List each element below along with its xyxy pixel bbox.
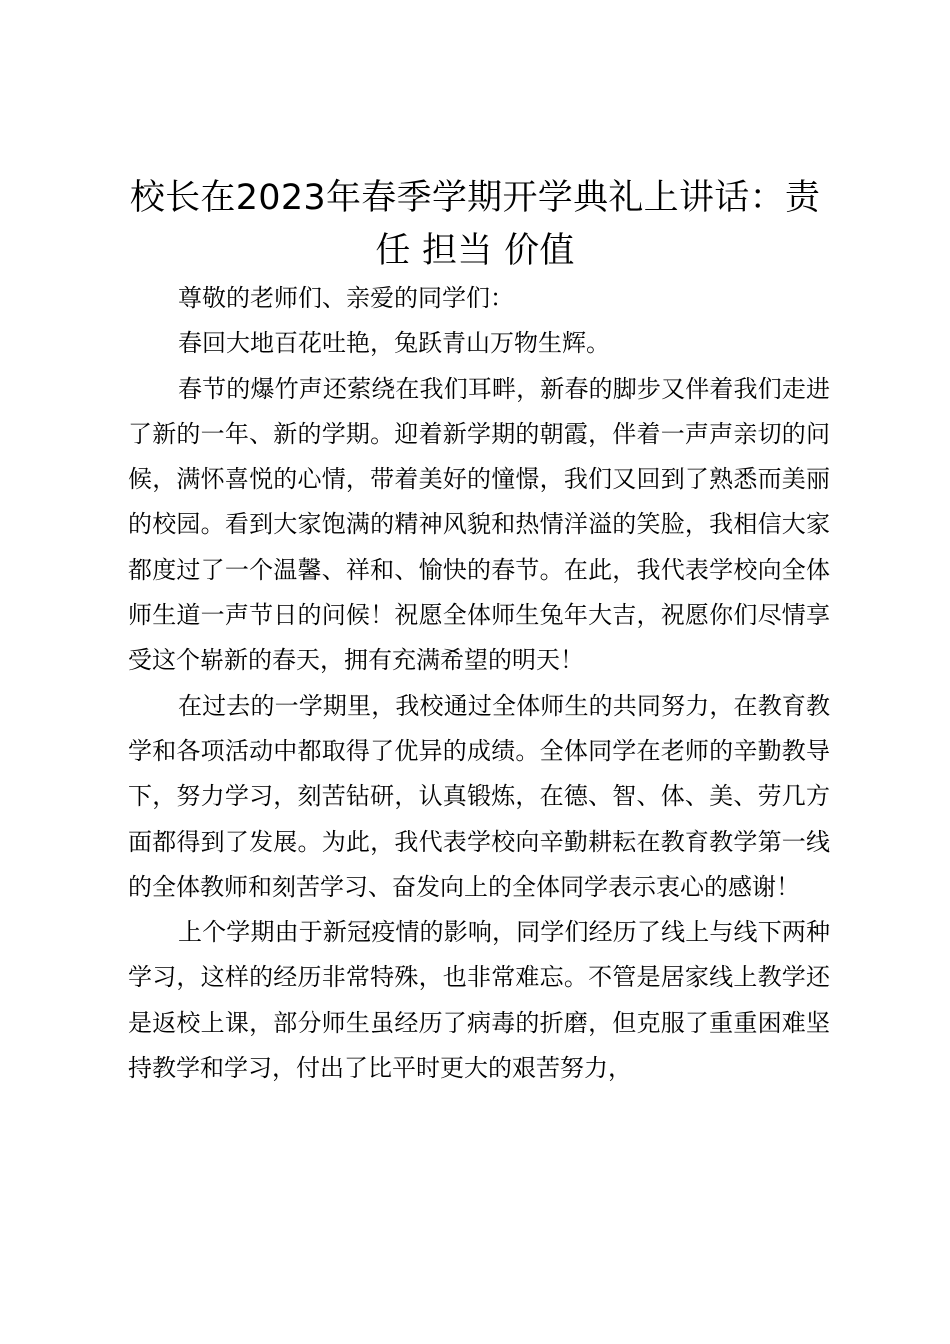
body-paragraph: 在过去的一学期里，我校通过全体师生的共同努力，在教育教学和各项活动中都取得了优异的成绩。全体同学在老师的辛勤教导下，努力学习，刻苦钻研，认真锻炼，在德、智、体、美、劳几方面都得到了发展。为此，我代表学校向辛勤耕耘在教育教学第一线的全体教师和刻苦学习、奋发向上的全体同学表示衷心的感谢！ xyxy=(128,691,830,901)
document-title: 校长在2023年春季学期开学典礼上讲话：责任 担当 价值 xyxy=(129,178,821,271)
document-body xyxy=(128,276,830,1091)
body-paragraph: 春节的爆竹声还萦绕在我们耳畔，新春的脚步又伴着我们走进了新的一年、新的学期。迎着新学期的朝霞，伴着一声声亲切的问候，满怀喜悦的心情，带着美好的憧憬，我们又回到了熟悉而美丽的校园。看到大家饱满的精神风貌和热情洋溢的笑脸，我相信大家都度过了一个温馨、祥和、愉快的春节。在此，我代表学校向全体师生道一声节日的问候！祝愿全体师生兔年大吉，祝愿你们尽情享受这个崭新的春天，拥有充满希望的明天！ xyxy=(128,374,830,675)
body-paragraph: 上个学期由于新冠疫情的影响，同学们经历了线上与线下两种学习，这样的经历非常特殊，也非常难忘。不管是居家线上教学还是返校上课，部分师生虽经历了病毒的折磨，但克服了重重困难坚持教学和学习，付出了比平时更大的艰苦努力， xyxy=(128,918,830,1083)
salutation-paragraph: 尊敬的老师们、亲爱的同学们： xyxy=(178,284,514,312)
greeting-paragraph: 春回大地百花吐艳，兔跃青山万物生辉。 xyxy=(178,329,610,358)
